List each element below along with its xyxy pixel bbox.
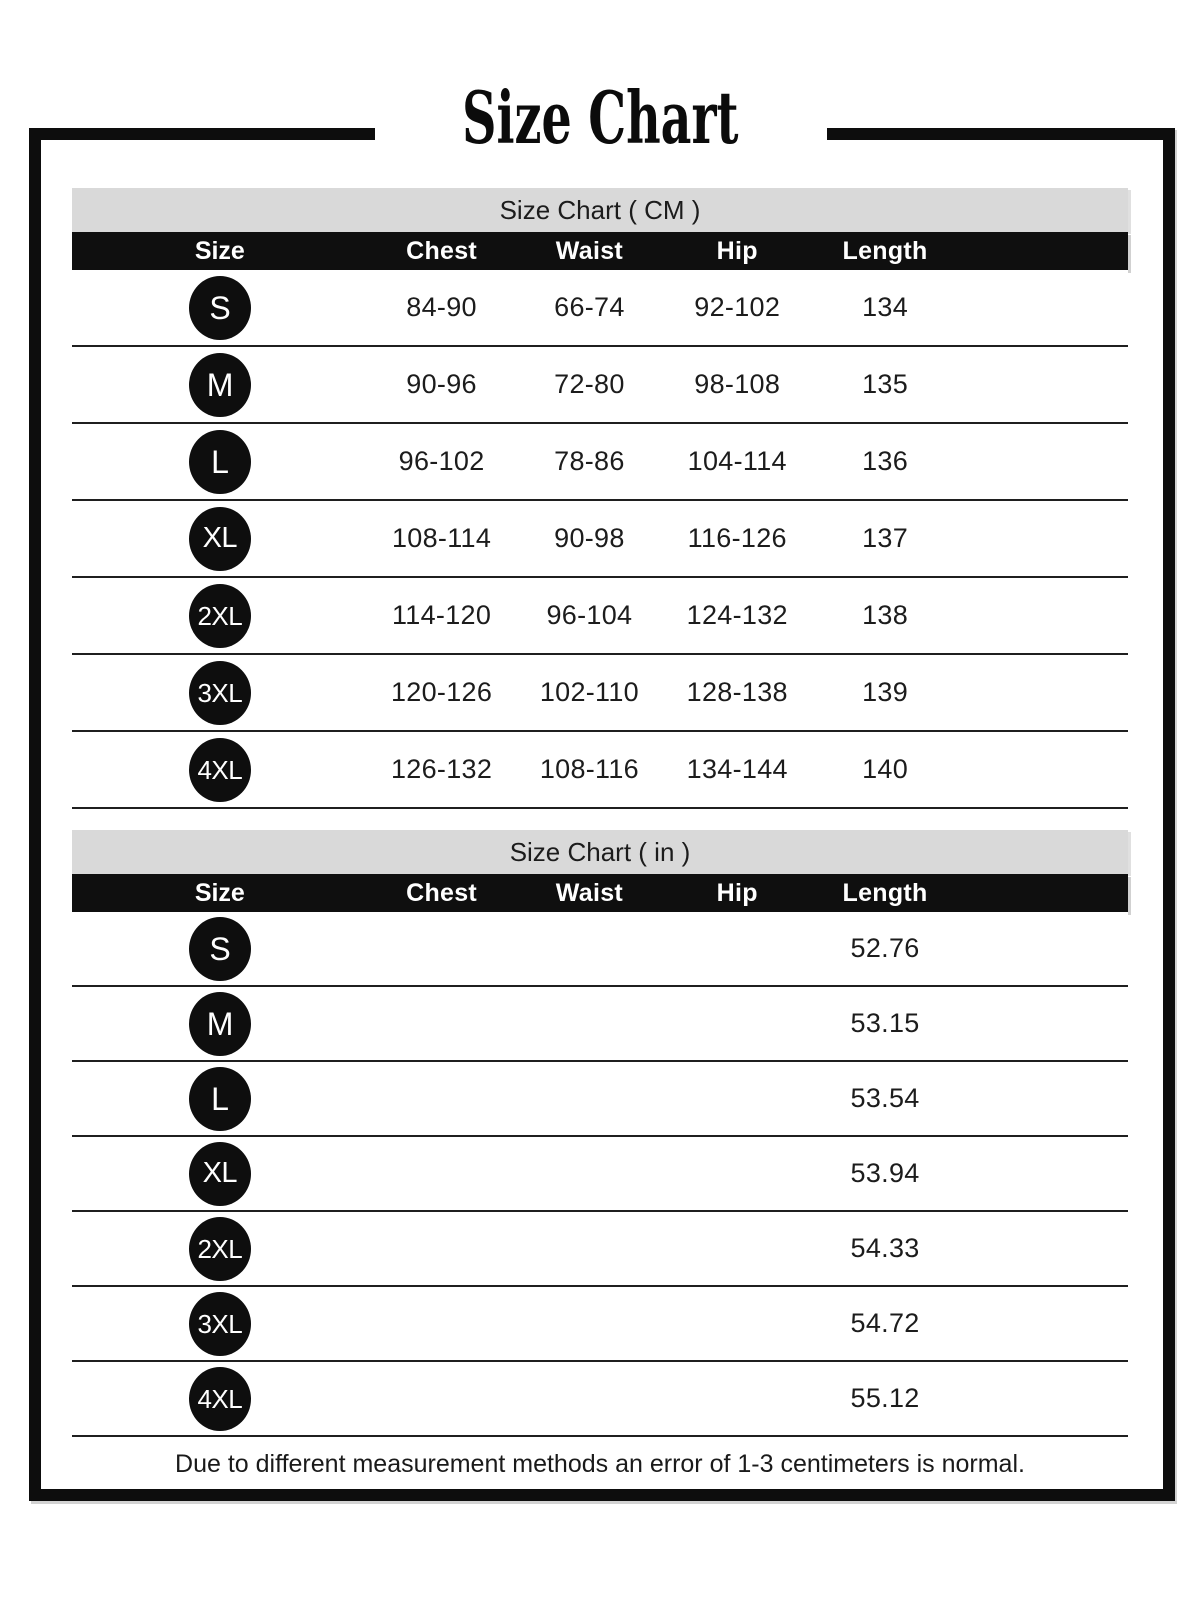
length-value: 55.12: [850, 1383, 920, 1413]
chest-value: 84-90: [406, 292, 477, 322]
size-badge: L: [189, 430, 251, 494]
length-value: 54.72: [850, 1308, 920, 1338]
waist-value: 102-110: [539, 677, 639, 707]
table-row: [72, 1287, 1128, 1362]
column-header-waist: Waist: [555, 236, 624, 265]
footer-note: Due to different measurement methods an error of 1-3 centimeters is normal.: [175, 1449, 1025, 1478]
chest-value: 108-114: [391, 523, 492, 553]
column-header-chest: Chest: [406, 236, 478, 265]
size-badge: 2XL: [189, 1217, 251, 1281]
size-badge: 4XL: [189, 738, 251, 802]
table-row: [72, 347, 1128, 424]
hip-value: 92-102: [694, 292, 781, 322]
size-table-in: [72, 830, 1128, 1437]
length-value: 53.15: [850, 1008, 920, 1038]
chest-value: 96-102: [398, 446, 485, 476]
hip-value: 124-132: [686, 600, 788, 630]
length-value: 135: [862, 369, 909, 399]
chest-value: 120-126: [390, 677, 493, 707]
length-value: 140: [862, 754, 909, 784]
column-header-chest: Chest: [406, 878, 478, 907]
length-value: 53.54: [850, 1083, 920, 1113]
table-row: [72, 578, 1128, 655]
size-badge: 3XL: [189, 661, 251, 725]
size-badge: L: [189, 1067, 251, 1131]
column-header-size: Size: [194, 236, 245, 265]
waist-value: 72-80: [554, 369, 625, 399]
table-row: [72, 424, 1128, 501]
table-header-cm: [72, 232, 1128, 270]
waist-value: 78-86: [554, 446, 625, 476]
waist-value: 90-98: [554, 523, 625, 553]
table-header-in: [72, 874, 1128, 912]
column-header-length: Length: [842, 878, 928, 907]
size-badge: 3XL: [189, 1292, 251, 1356]
size-badge: M: [189, 353, 251, 417]
size-badge: S: [189, 276, 251, 340]
frame-right-bar: [1163, 128, 1175, 1501]
chest-value: 90-96: [406, 369, 477, 399]
table-row: [72, 501, 1128, 578]
length-value: 134: [862, 292, 909, 322]
size-table-cm: [72, 188, 1128, 809]
table-row: [72, 1062, 1128, 1137]
length-value: 138: [862, 600, 909, 630]
table-row: [72, 1137, 1128, 1212]
hip-value: 116-126: [687, 523, 787, 553]
length-value: 137: [862, 523, 909, 553]
length-value: 53.94: [850, 1158, 920, 1188]
frame-left-bar: [29, 128, 41, 1501]
table-row: [72, 270, 1128, 347]
hip-value: 98-108: [694, 369, 781, 399]
frame-bottom-bar: [29, 1489, 1175, 1501]
table-row: [72, 1362, 1128, 1437]
size-badge: S: [189, 917, 251, 981]
size-badge: XL: [189, 1142, 251, 1206]
size-badge: 4XL: [189, 1367, 251, 1431]
column-header-waist: Waist: [555, 878, 624, 907]
table-row: [72, 987, 1128, 1062]
table-row: [72, 732, 1128, 809]
column-header-length: Length: [842, 236, 928, 265]
chest-value: 114-120: [391, 600, 492, 630]
table-row: [72, 912, 1128, 987]
waist-value: 108-116: [539, 754, 639, 784]
length-value: 52.76: [850, 933, 920, 963]
length-value: 139: [862, 677, 909, 707]
hip-value: 134-144: [686, 754, 788, 784]
page-title: [0, 75, 1200, 160]
waist-value: 96-104: [546, 600, 633, 630]
size-badge: XL: [189, 507, 251, 571]
chest-value: 126-132: [390, 754, 493, 784]
table-caption-cm: Size Chart ( CM ): [72, 188, 1128, 232]
table-row: [72, 1212, 1128, 1287]
size-badge: M: [189, 992, 251, 1056]
column-header-hip: Hip: [716, 236, 758, 265]
column-header-size: Size: [194, 878, 245, 907]
hip-value: 104-114: [687, 446, 787, 476]
column-header-hip: Hip: [716, 878, 758, 907]
length-value: 54.33: [850, 1233, 920, 1263]
length-value: 136: [862, 446, 909, 476]
table-caption-in: Size Chart ( in ): [72, 830, 1128, 874]
page-title-text: Size Chart: [461, 75, 739, 160]
hip-value: 128-138: [686, 677, 788, 707]
size-badge: 2XL: [189, 584, 251, 648]
waist-value: 66-74: [554, 292, 625, 322]
table-row: [72, 655, 1128, 732]
